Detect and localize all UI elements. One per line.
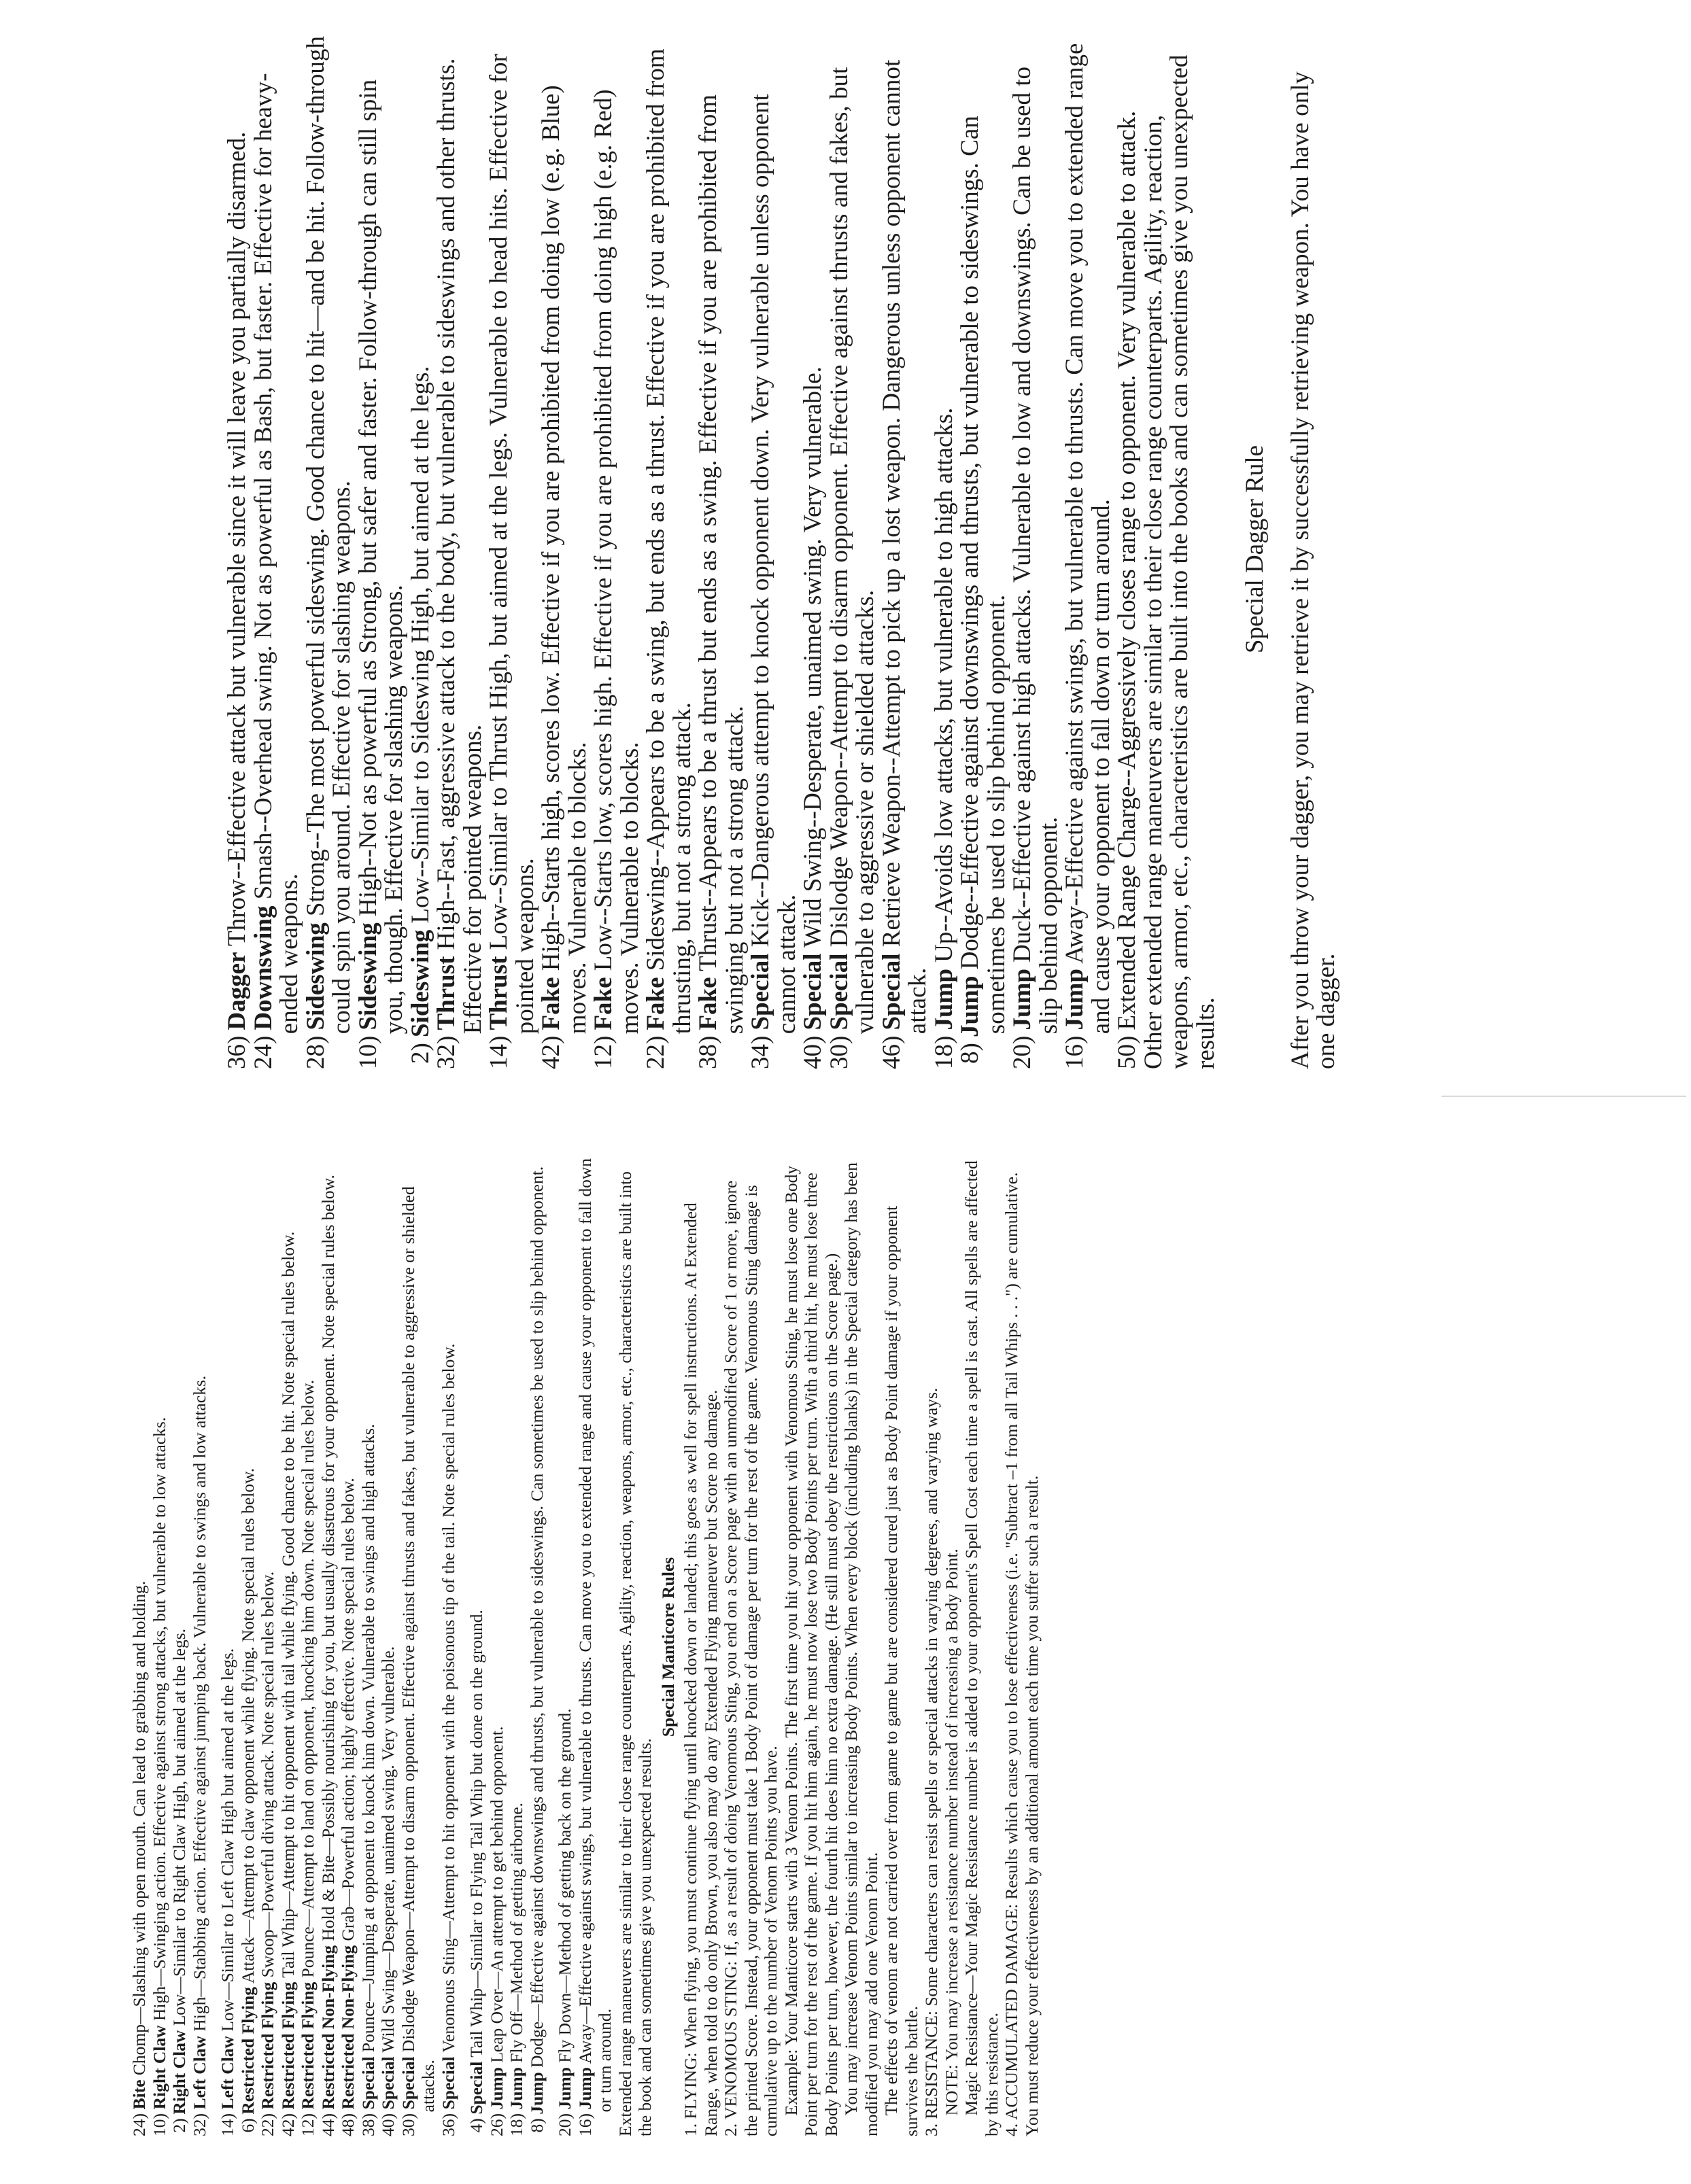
maneuver-description: Smash--Overhead swing. Not as powerful as Bash, but faster. Effective for heavy-ended weapons. (249, 73, 303, 1035)
maneuver-entry (238, 1158, 258, 2136)
maneuver-description: Away—Effective against swings, but vulnerable to thrusts. Can move you to extended range and cause your opponent to fall down or turn around. (575, 1158, 615, 2113)
maneuver-entry (338, 1158, 358, 2136)
maneuver-category: Special (358, 2056, 378, 2110)
maneuver-entry (1062, 29, 1114, 1069)
maneuver-entry (318, 1158, 339, 2136)
maneuver-number: 12) (590, 1035, 617, 1069)
accumulated-damage-rule: 4. ACCUMULATED DAMAGE: Results which cause you to lose effectiveness (i.e. "Subtract –1 from all Tail Whips . . .") are cumulative. You must reduce your effectiveness by an additional amount each time you suffer such a result. (1002, 1172, 1042, 2136)
maneuver-number: 50) (1113, 1035, 1141, 1069)
maneuver-entry (1010, 29, 1062, 1069)
maneuver-description: Fly Down—Method of getting back on the ground. (555, 1708, 575, 2068)
maneuver-category: Jump (507, 2067, 526, 2110)
maneuver-category: Jump (526, 2072, 547, 2115)
maneuver-description: Grab—Powerful action; highly effective. Note special rules below. (338, 1478, 358, 1945)
maneuver-entry (218, 1158, 238, 2136)
maneuver-entry (434, 29, 486, 1069)
maneuver-number: 14) (485, 1035, 513, 1069)
rule-paragraph: Magic Resistance—Your Magic Resistance number is added to your opponent's Spell Cost each time a spell is cast. All spells are affected by this resistance. (961, 1160, 1002, 2136)
rule-paragraph: Example: Your Manticore starts with 3 Venom Points. The first time you hit your opponent with Venomous Sting, he must lose one Body Point per turn for the rest of the game. If you hit him again, he must now lose two Body Points per turn. With a third hit, he must lose three Body Points per turn, however, the fourth hit does him no extra damage. (He still must obey the restrictions on the Score page.) (781, 1165, 841, 2136)
maneuver-description: Wild Swing—Desperate, unaimed swing. Very vulnerable. (378, 1646, 398, 2057)
maneuver-entry (251, 29, 303, 1069)
maneuver-entry (150, 1158, 170, 2136)
maneuver-description: High--Starts high, scores low. Effective if you are prohibited from doing low (e.g. Blue) moves. Vulnerable to blocks. (537, 85, 592, 1035)
maneuver-description: Hold & Bite—Possibly nourishing for you, but usually disastrous for your opponent. Note special rules below. (318, 1175, 338, 1945)
maneuver-number: 32) (189, 2113, 209, 2136)
maneuver-category: Jump (929, 969, 958, 1030)
rule-paragraph: 1. FLYING: When flying, you must continue flying until knocked down or landed; this goes as well for spell instructions. At Extended Range, when told to do only Brown, you also may do any Extended Flying maneuver but Score no damage. (681, 1202, 721, 2136)
maneuver-entry (527, 1158, 547, 2136)
maneuver-description: Low—Similar to Right Claw High, but aimed at the legs. (169, 1628, 189, 2030)
maneuver-entry (827, 29, 879, 1069)
special-rules-title: Special Manticore Rules (657, 1557, 678, 1737)
maneuver-description: Swoop—Powerful diving attack. Note special rules below. (258, 1571, 277, 1982)
maneuver-number: 44) (318, 2113, 338, 2136)
maneuver-category: Fake (642, 977, 670, 1030)
maneuver-number: 14) (218, 2113, 237, 2136)
maneuver-number: 40) (378, 2113, 398, 2136)
maneuver-description: Low--Similar to Thrust High, but aimed at the legs. Vulnerable to head hits. Effective for pointed weapons. (485, 54, 539, 1035)
maneuver-category: Special (438, 2056, 458, 2110)
dagger-column (224, 29, 1340, 1069)
maneuver-category: Downswing (249, 905, 277, 1030)
maneuver-description: Retrieve Weapon--Attempt to pick up a lost weapon. Dangerous unless opponent cannot attack. (877, 59, 932, 1035)
maneuver-category: Special (466, 2061, 486, 2115)
maneuver-number: 8) (956, 1043, 984, 1064)
venom-rule-details (781, 1158, 922, 2136)
maneuver-category: Right Claw (149, 2025, 169, 2110)
maneuver-number: 20) (555, 2113, 575, 2136)
maneuver-category: Jump (486, 2067, 507, 2110)
maneuver-number: 18) (929, 1035, 958, 1069)
maneuver-entry (507, 1158, 527, 2136)
maneuver-entry (258, 1158, 278, 2136)
maneuver-number: 22) (642, 1035, 670, 1069)
maneuver-number: 38) (694, 1035, 722, 1069)
maneuver-number: 4) (466, 2118, 486, 2133)
maneuver-description: Wild Swing--Desperate, unaimed swing. Very vulnerable. (799, 366, 827, 954)
maneuver-category: Restricted Non-Flying (318, 1945, 338, 2110)
maneuver-entry (129, 1158, 150, 2136)
manticore-column (129, 1158, 1042, 2136)
maneuver-number: 10) (149, 2113, 169, 2136)
maneuver-number: 8) (526, 2118, 547, 2133)
maneuver-number: 24) (129, 2113, 149, 2136)
maneuver-description: Tail Whip—Attempt to hit opponent with tail while flying. Good chance to be hit. Note special rules below. (277, 1231, 298, 1982)
maneuver-entry (929, 29, 958, 1069)
maneuver-category: Restricted Flying (277, 1981, 298, 2110)
maneuver-number: 46) (877, 1035, 906, 1069)
maneuver-description: High--Fast, aggressive attack to the body, but vulnerable to sideswings and other thrusts. Effective for pointed weapons. (432, 58, 487, 1035)
maneuver-description: Venomous Sting—Attempt to hit opponent with the poisonous tip of the tail. Note special rules below. (438, 1343, 458, 2057)
maneuver-number: 32) (432, 1035, 460, 1069)
rule-paragraph: The effects of venom are not carried over from game to game but are considered cured just as Body Point damage if your opponent survives the battle. (881, 1205, 921, 2136)
special-rules-list (681, 1158, 781, 2136)
maneuver-category: Restricted Flying (298, 1981, 318, 2110)
maneuver-number: 22) (258, 2113, 277, 2136)
extended-range-note: Other extended range maneuvers are similar to their close range counterparts. Agility, reaction, weapons, armor, etc., characteristics are built into the books and can sometimes give you unexpected results. (1139, 54, 1220, 1069)
maneuver-description: Extended Range Charge--Aggressively closes range to opponent. Very vulnerable to attack. (1113, 110, 1141, 1030)
resistance-rule: 3. RESISTANCE: Some characters can resist spells or special attacks in varying degrees, and varying ways. (921, 1387, 941, 2136)
maneuver-number: 2) (169, 2118, 189, 2133)
maneuver-entry (303, 29, 356, 1069)
maneuver-description: High—Stabbing action. Effective against jumping back. Vulnerable to swings and low attacks. (189, 1375, 209, 2036)
maneuver-entry (486, 29, 539, 1069)
maneuver-number: 36) (438, 2113, 458, 2136)
maneuver-entry (169, 1158, 190, 2136)
maneuver-category: Special (747, 953, 774, 1030)
maneuver-number: 12) (298, 2113, 318, 2136)
maneuver-number: 16) (575, 2113, 595, 2136)
maneuver-category: Jump (555, 2067, 575, 2110)
maneuver-number: 28) (301, 1035, 330, 1069)
maneuver-category: Fake (694, 977, 722, 1030)
maneuver-list-group-4 (555, 1158, 615, 2136)
maneuver-category: Jump (1061, 969, 1089, 1030)
maneuver-list-group-1 (129, 1158, 209, 2136)
maneuver-entry (800, 29, 827, 1069)
maneuver-number: 10) (354, 1035, 382, 1069)
dagger-rule-title: Special Dagger Rule (1241, 445, 1269, 654)
maneuver-entry (190, 1158, 210, 2136)
maneuver-category: Thrust (432, 956, 460, 1030)
maneuver-category: Sideswing (301, 922, 330, 1030)
maneuver-category: Thrust (485, 956, 513, 1030)
maneuver-category: Bite (129, 2079, 149, 2110)
maneuver-category: Special (378, 2056, 398, 2110)
maneuver-description: High—Swinging action. Effective against strong attacks, but vulnerable to low attacks. (149, 1417, 169, 2026)
maneuver-category: Right Claw (169, 2030, 189, 2115)
maneuver-entry (591, 29, 643, 1069)
maneuver-list-group-3 (466, 1158, 547, 2136)
maneuver-description: Dodge—Effective against downswings and thrusts, but vulnerable to sideswings. Can sometimes be used to slip behind opponent. (526, 1166, 547, 2073)
maneuver-category: Special (825, 953, 853, 1030)
maneuver-description: Duck--Effective against high attacks. Vulnerable to low and downswings. Can be used to slip behind opponent. (1008, 66, 1063, 1035)
maneuver-category: Special (877, 953, 906, 1030)
maneuver-number: 18) (507, 2113, 526, 2136)
maneuver-category: Dagger (223, 952, 251, 1030)
maneuver-category: Restricted Flying (237, 1986, 258, 2115)
maneuver-entry (356, 29, 408, 1069)
maneuver-description: Dislodge Weapon--Attempt to disarm opponent. Effective against thrusts and fakes, but vulnerable to aggressive or shielded attacks. (825, 67, 879, 1035)
maneuver-description: Sideswing--Appears to be a swing, but ends as a thrust. Effective if you are prohibited from thrusting, but not a strong attack. (642, 48, 696, 1035)
maneuver-category: Special (398, 2056, 418, 2110)
rule-paragraph: 2. VENOMOUS STING: If, as a result of doing Venomous Sting, you end on a Score page with an unmodified Score of 1 or more, ignore the printed Score. Instead, your opponent must take 1 Body Point of damage per turn for the rest of the game. Venomous Sting damage is cumulative up to the number of Venom Points you have. (721, 1180, 781, 2136)
maneuver-number: 42) (537, 1035, 565, 1069)
maneuver-category: Special (799, 953, 827, 1030)
maneuver-description: Thrust--Appears to be a thrust but ends as a swing. Effective if you are prohibited from swinging but not a strong attack. (694, 94, 749, 1035)
maneuver-number: 48) (338, 2113, 358, 2136)
dagger-rule-text: After you throw your dagger, you may retrieve it by successfully retrieving weapon. You have only one dagger. (1286, 71, 1340, 1069)
weapon-maneuver-list (224, 29, 1141, 1069)
maneuver-number: 30) (825, 1035, 853, 1069)
maneuver-entry (748, 29, 800, 1069)
maneuver-description: Low--Starts low, scores high. Effective if you are prohibited from doing high (e.g. Red) moves. Vulnerable to blocks. (590, 89, 644, 1035)
maneuver-description: Dislodge Weapon—Attempt to disarm opponent. Effective against thrusts and fakes, but vulnerable to aggressive or shielded attacks. (398, 1186, 438, 2113)
maneuver-category: Jump (956, 975, 984, 1038)
maneuver-description: Low—Similar to Left Claw High but aimed at the legs. (218, 1648, 237, 2036)
maneuver-number: 16) (1061, 1035, 1089, 1069)
maneuver-number: 36) (223, 1035, 251, 1069)
maneuver-entry (378, 1158, 398, 2136)
maneuver-entry (298, 1158, 318, 2136)
maneuver-description: Throw--Effective attack but vulnerable since it will leave you partially disarmed. (223, 131, 251, 952)
maneuver-description: Attack—Attempt to claw opponent while flying. Note special rules below. (237, 1468, 258, 1987)
maneuver-entry (539, 29, 591, 1069)
maneuver-entry (957, 29, 1010, 1069)
maneuver-number: 42) (277, 2113, 298, 2136)
extended-range-note: Extended range maneuvers are similar to their close range counterparts. Agility, reaction, weapons, armor, etc., characteristics are built into the book and can sometimes give you unexpected results. (615, 1171, 655, 2136)
maneuver-category: Sideswing (354, 922, 382, 1030)
maneuver-category: Restricted Non-Flying (338, 1945, 358, 2110)
maneuver-description: Strong--The most powerful sideswing. Good chance to hit—and be hit. Follow-through could spin you around. Effective for slashing weapons. (301, 36, 356, 1035)
maneuver-category: Restricted Flying (258, 1981, 277, 2110)
maneuver-entry (1114, 29, 1141, 1069)
maneuver-number: 20) (1008, 1035, 1036, 1069)
maneuver-description: Kick--Dangerous attempt to knock opponent down. Very vulnerable unless opponent cannot attack. (747, 94, 801, 1035)
maneuver-entry (643, 29, 696, 1069)
maneuver-description: Fly Off—Method of getting airborne. (507, 1802, 526, 2068)
maneuver-number: 34) (747, 1035, 774, 1069)
maneuver-entry (487, 1158, 507, 2136)
maneuver-number: 26) (486, 2113, 507, 2136)
maneuver-description: Tail Whip—Similar to Flying Tail Whip but done on the ground. (466, 1610, 486, 2062)
maneuver-category: Jump (1008, 969, 1036, 1030)
maneuver-number: 2) (406, 1043, 434, 1064)
maneuver-description: Away--Effective against swings, but vulnerable to thrusts. Can move you to extended range and cause your opponent to fall down or turn around. (1061, 43, 1115, 1035)
maneuver-description: Dodge--Effective against downswings and thrusts, but vulnerable to sideswings. Can sometimes be used to slip behind opponent. (956, 116, 1010, 1035)
maneuver-description: High--Not as powerful as Strong, but safer and faster. Follow-through can still spin you, though. Effective for slashing weapons. (354, 79, 408, 1035)
maneuver-entry (466, 1158, 487, 2136)
maneuver-entry (278, 1158, 298, 2136)
maneuver-number: 30) (398, 2113, 418, 2136)
maneuver-category: Fake (590, 977, 617, 1030)
maneuver-number: 24) (249, 1035, 277, 1069)
maneuver-entry (575, 1158, 615, 2136)
maneuver-entry (358, 1158, 379, 2136)
maneuver-category: Sideswing (406, 929, 434, 1038)
maneuver-category: Jump (575, 2067, 595, 2110)
maneuver-category: Fake (537, 977, 565, 1030)
maneuver-number: 6) (237, 2118, 258, 2133)
maneuver-description: Low--Similar to Sideswing High, but aimed at the legs. (406, 366, 434, 930)
maneuver-entry (555, 1158, 575, 2136)
maneuver-description: Chomp—Slashing with open mouth. Can lead to grabbing and holding. (129, 1580, 149, 2080)
maneuver-entry (439, 1158, 459, 2136)
rule-paragraph: NOTE: You may increase a resistance number instead of increasing a Body Point. (941, 1548, 961, 2116)
maneuver-number: 40) (799, 1035, 827, 1069)
maneuver-description: Up--Avoids low attacks, but vulnerable to high attacks. (929, 407, 958, 969)
maneuver-number: 38) (358, 2113, 378, 2136)
maneuver-entry (224, 29, 251, 1069)
maneuver-entry (398, 1158, 439, 2136)
maneuver-description: Pounce—Attempt to land on opponent, knocking him down. Note special rules below. (298, 1379, 318, 1982)
maneuver-entry (408, 29, 434, 1069)
maneuver-entry (879, 29, 932, 1069)
maneuver-description: Leap Over—An attempt to get behind opponent. (486, 1726, 507, 2068)
maneuver-description: Pounce—Jumping at opponent to knock him down. Vulnerable to swings and high attacks. (358, 1423, 378, 2057)
maneuver-category: Left Claw (218, 2036, 237, 2110)
resistance-rule-details (942, 1158, 1002, 2136)
maneuver-category: Left Claw (189, 2036, 209, 2110)
rule-paragraph: You may increase Venom Points similar to increasing Body Points. When every block (including blanks) in the Special category has been modified you may add one Venom Point. (841, 1162, 881, 2136)
maneuver-entry (696, 29, 748, 1069)
maneuver-list-group-2 (218, 1158, 458, 2136)
